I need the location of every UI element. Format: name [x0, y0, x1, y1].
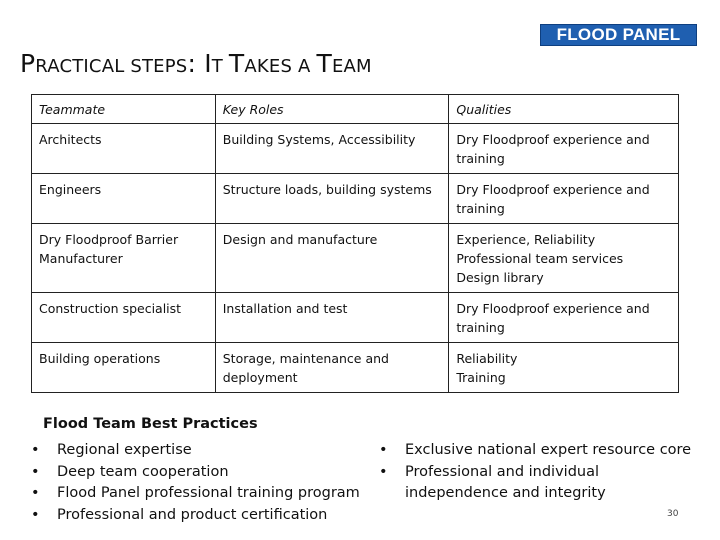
page-number: 30 — [667, 509, 679, 519]
cell-qualities: Dry Floodproof experience and training — [449, 124, 679, 174]
list-item-continuation: independence and integrity — [405, 485, 606, 501]
cell-roles: Design and manufacture — [215, 224, 449, 293]
table-header-row — [32, 95, 679, 124]
cell-teammate: Building operations — [32, 343, 216, 393]
bullet-icon: • — [379, 463, 388, 480]
header-key-roles: Key Roles — [215, 95, 449, 124]
table-row — [32, 124, 679, 174]
bullet-icon: • — [379, 442, 388, 458]
list-item: • Regional expertise — [27, 440, 360, 462]
header-qualities: Qualities — [449, 95, 679, 124]
list-item: • Exclusive national expert resource core — [375, 440, 691, 462]
list-item: • Flood Panel professional training program — [27, 483, 360, 505]
best-practices-right-list — [375, 440, 691, 505]
list-item: • Professional and individual — [375, 462, 691, 484]
cell-qualities: Experience, Reliability Professional team services Design library — [449, 224, 679, 293]
cell-roles: Structure loads, building systems — [215, 174, 449, 224]
cell-teammate: Construction specialist — [32, 293, 216, 343]
cell-teammate: Engineers — [32, 174, 216, 224]
bullet-icon: • — [31, 442, 40, 458]
bullet-icon: • — [31, 463, 40, 480]
bullet-icon: • — [31, 506, 40, 523]
cell-teammate: Architects — [32, 124, 216, 174]
bullet-icon: • — [31, 485, 40, 501]
team-roles-table — [31, 94, 679, 393]
cell-qualities: Dry Floodproof experience and training — [449, 174, 679, 224]
flood-panel-logo: FLOOD PANEL — [540, 24, 697, 46]
cell-qualities: Dry Floodproof experience and training — [449, 293, 679, 343]
header-teammate: Teammate — [32, 95, 216, 124]
table-row — [32, 343, 679, 393]
cell-roles: Building Systems, Accessibility — [215, 124, 449, 174]
list-item: • Deep team cooperation — [27, 462, 360, 484]
cell-roles: Installation and test — [215, 293, 449, 343]
best-practices-heading: Flood Team Best Practices — [43, 416, 258, 432]
slide-title: PRACTICAL STEPS: IT TAKES A TEAM — [20, 49, 372, 78]
cell-teammate: Dry Floodproof Barrier Manufacturer — [32, 224, 216, 293]
list-item: • Professional and product certification — [27, 505, 360, 527]
table-row — [32, 224, 679, 293]
table-row — [32, 293, 679, 343]
cell-qualities: Reliability Training — [449, 343, 679, 393]
cell-roles: Storage, maintenance and deployment — [215, 343, 449, 393]
table-row — [32, 174, 679, 224]
best-practices-left-list — [27, 440, 360, 526]
